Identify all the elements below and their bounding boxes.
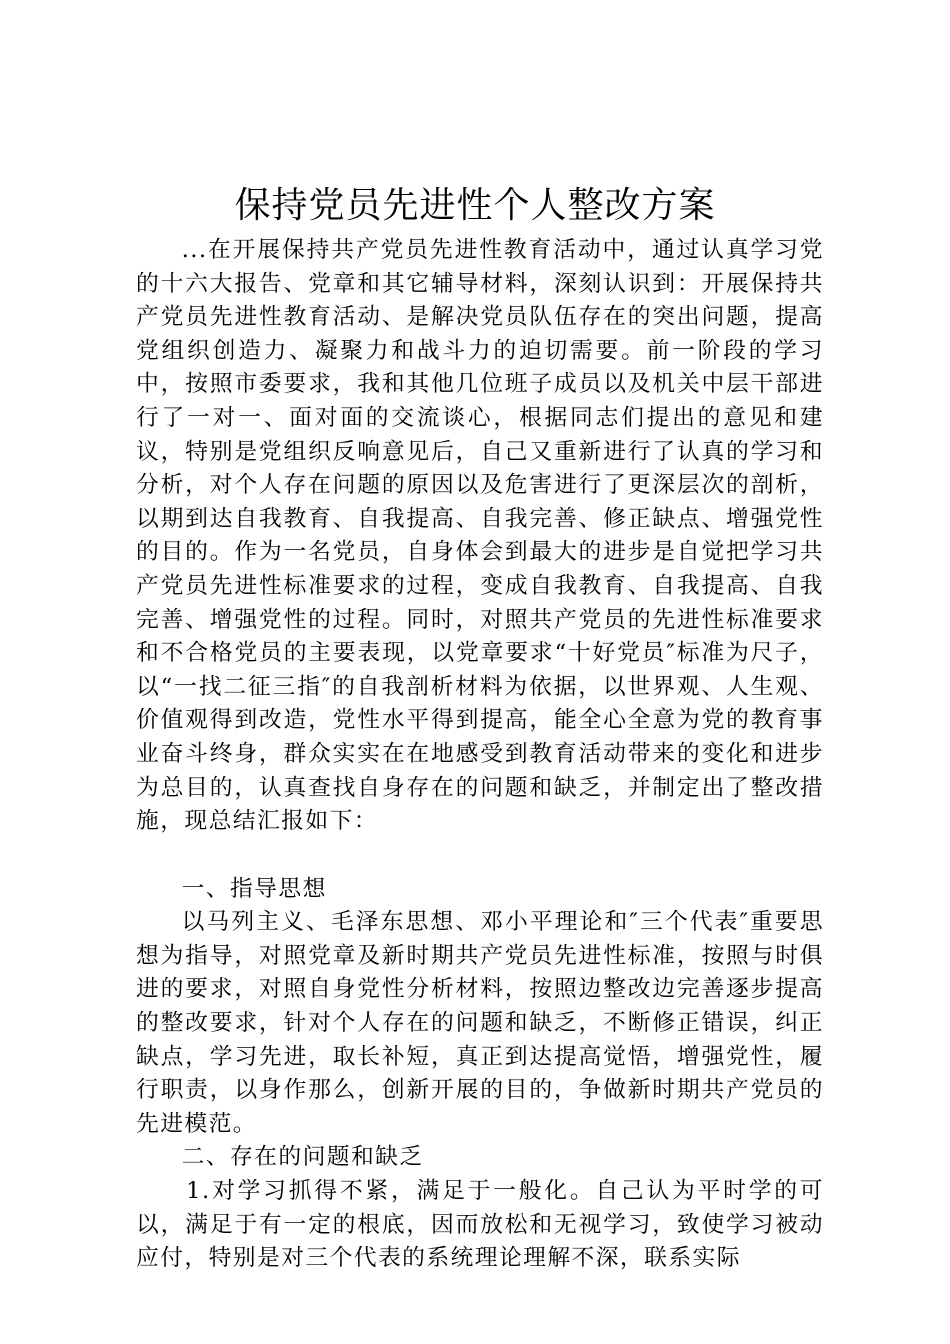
intro-paragraph: ...在开展保持共产党员先进性教育活动中，通过认真学习党的十六大报告、党章和其它辅导材料，深刻认识到：开展保持共产党员先进性教育活动、是解决党员队伍存在的突出问题，提高党组织创造力、凝聚力和战斗力的迫切需要。前一阶段的学习中，按照市委要求，我和其他几位班子成员以及机关中层干部进行了一对一、面对面的交流谈心，根据同志们提出的意见和建议，特别是党组织反响意见后，自己又重新进行了认真的学习和分析，对个人存在问题的原因以及危害进行了更深层次的剖析，以期到达自我教育、自我提高、自我完善、修正缺点、增强党性的目的。作为一名党员，自身体会到最大的进步是自觉把学习共产党员先进性标准要求的过程，变成自我教育、自我提高、自我完善、增强党性的过程。同时，对照共产党员的先进性标准要求和不合格党员的主要表现，以党章要求“十好党员″标准为尺子，以“一找二征三指″的自我剖析材料为依据，以世界观、人生观、价值观得到改造，党性水平得到提高，能全心全意为党的教育事业奋斗终身，群众实实在在地感受到教育活动带来的变化和进步为总目的，认真查找自身存在的问题和缺乏，并制定出了整改措施，现总结汇报如下： <box>136 237 824 835</box>
document-body <box>136 234 824 1276</box>
document-title: 保持党员先进性个人整改方案 <box>234 185 716 226</box>
problem-item-1: 1.对学习抓得不紧，满足于一般化。自己认为平时学的可以，满足于有一定的根底，因而放松和无视学习，致使学习被动应付，特别是对三个代表的系统理论理解不深，联系实际 <box>136 1178 824 1272</box>
section-heading-guiding-ideology: 一、指导思想 <box>181 875 327 902</box>
section-heading-existing-problems: 二、存在的问题和缺乏 <box>181 1144 424 1171</box>
guiding-ideology-paragraph: 以马列主义、毛泽东思想、邓小平理论和″三个代表″重要思想为指导，对照党章及新时期共产党员先进性标准，按照与时俱进的要求，对照自身党性分析材料，按照边整改边完善逐步提高的整改要求，针对个人存在的问题和缺乏，不断修正错误，纠正缺点，学习先进，取长补短，真正到达提高觉悟，增强党性，履行职责，以身作那么，创新开展的目的，争做新时期共产党员的先进模范。 <box>136 909 824 1137</box>
